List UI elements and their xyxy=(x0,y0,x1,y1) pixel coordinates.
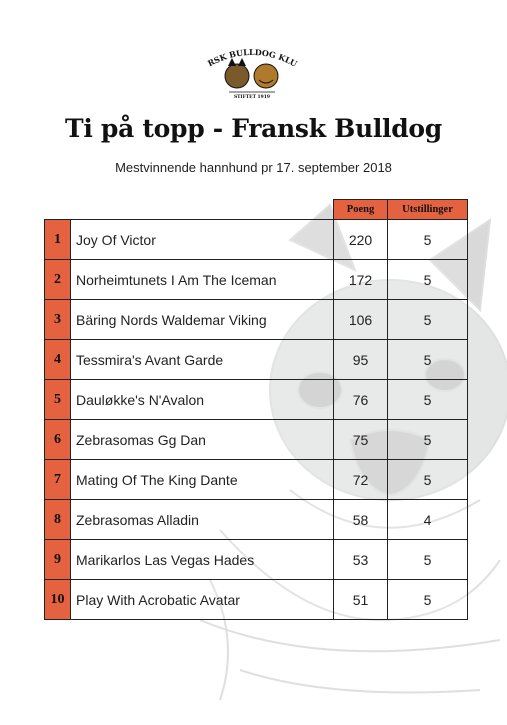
rank-cell: 9 xyxy=(45,540,71,580)
page-title: Ti på topp - Fransk Bulldog xyxy=(65,114,442,143)
dog-name-cell: Mating Of The King Dante xyxy=(71,460,334,500)
rank-cell: 2 xyxy=(45,260,71,300)
points-cell: 51 xyxy=(334,580,388,620)
shows-cell: 5 xyxy=(388,540,468,580)
shows-cell: 5 xyxy=(388,380,468,420)
shows-cell: 5 xyxy=(388,260,468,300)
points-cell: 72 xyxy=(334,460,388,500)
ranking-table xyxy=(44,199,468,620)
rank-cell: 1 xyxy=(45,220,71,260)
logo-title-text: RSK BULLDOG KLU xyxy=(205,46,299,69)
shows-cell: 4 xyxy=(388,500,468,540)
dog-name-cell: Norheimtunets I Am The Iceman xyxy=(71,260,334,300)
shows-cell: 5 xyxy=(388,460,468,500)
rank-cell: 10 xyxy=(45,580,71,620)
table-row xyxy=(45,340,468,380)
shows-cell: 5 xyxy=(388,220,468,260)
table-row xyxy=(45,460,468,500)
club-logo xyxy=(199,44,305,102)
points-cell: 172 xyxy=(334,260,388,300)
rank-cell: 5 xyxy=(45,380,71,420)
points-cell: 95 xyxy=(334,340,388,380)
shows-cell: 5 xyxy=(388,300,468,340)
points-cell: 75 xyxy=(334,420,388,460)
rank-cell: 4 xyxy=(45,340,71,380)
rank-cell: 3 xyxy=(45,300,71,340)
header-rank-blank xyxy=(45,200,71,220)
shows-cell: 5 xyxy=(388,340,468,380)
dog-name-cell: Zebrasomas Alladin xyxy=(71,500,334,540)
svg-text:NORSK BULLDOG KLUBB xyxy=(199,44,299,69)
table-header-row xyxy=(45,200,468,220)
table-row xyxy=(45,220,468,260)
header-points: Poeng xyxy=(334,200,388,220)
points-cell: 53 xyxy=(334,540,388,580)
shows-cell: 5 xyxy=(388,580,468,620)
header-shows: Utstillinger xyxy=(388,200,468,220)
dog-name-cell: Play With Acrobatic Avatar xyxy=(71,580,334,620)
dog-name-cell: Zebrasomas Gg Dan xyxy=(71,420,334,460)
points-cell: 106 xyxy=(334,300,388,340)
page-subtitle: Mestvinnende hannhund pr 17. september 2018 xyxy=(115,160,392,175)
dog-name-cell: Tessmira's Avant Garde xyxy=(71,340,334,380)
logo-founded-text: STIFTET 1919 xyxy=(233,95,271,100)
table-row xyxy=(45,300,468,340)
table-row xyxy=(45,540,468,580)
points-cell: 220 xyxy=(334,220,388,260)
table-row xyxy=(45,260,468,300)
table-row xyxy=(45,580,468,620)
header-name-blank xyxy=(71,200,334,220)
points-cell: 76 xyxy=(334,380,388,420)
rank-cell: 7 xyxy=(45,460,71,500)
rank-cell: 8 xyxy=(45,500,71,540)
shows-cell: 5 xyxy=(388,420,468,460)
dog-name-cell: Joy Of Victor xyxy=(71,220,334,260)
dog-name-cell: Marikarlos Las Vegas Hades xyxy=(71,540,334,580)
rank-cell: 6 xyxy=(45,420,71,460)
table-row xyxy=(45,500,468,540)
table-row xyxy=(45,380,468,420)
dog-name-cell: Dauløkke's N'Avalon xyxy=(71,380,334,420)
dog-name-cell: Bäring Nords Waldemar Viking xyxy=(71,300,334,340)
table-row xyxy=(45,420,468,460)
points-cell: 58 xyxy=(334,500,388,540)
